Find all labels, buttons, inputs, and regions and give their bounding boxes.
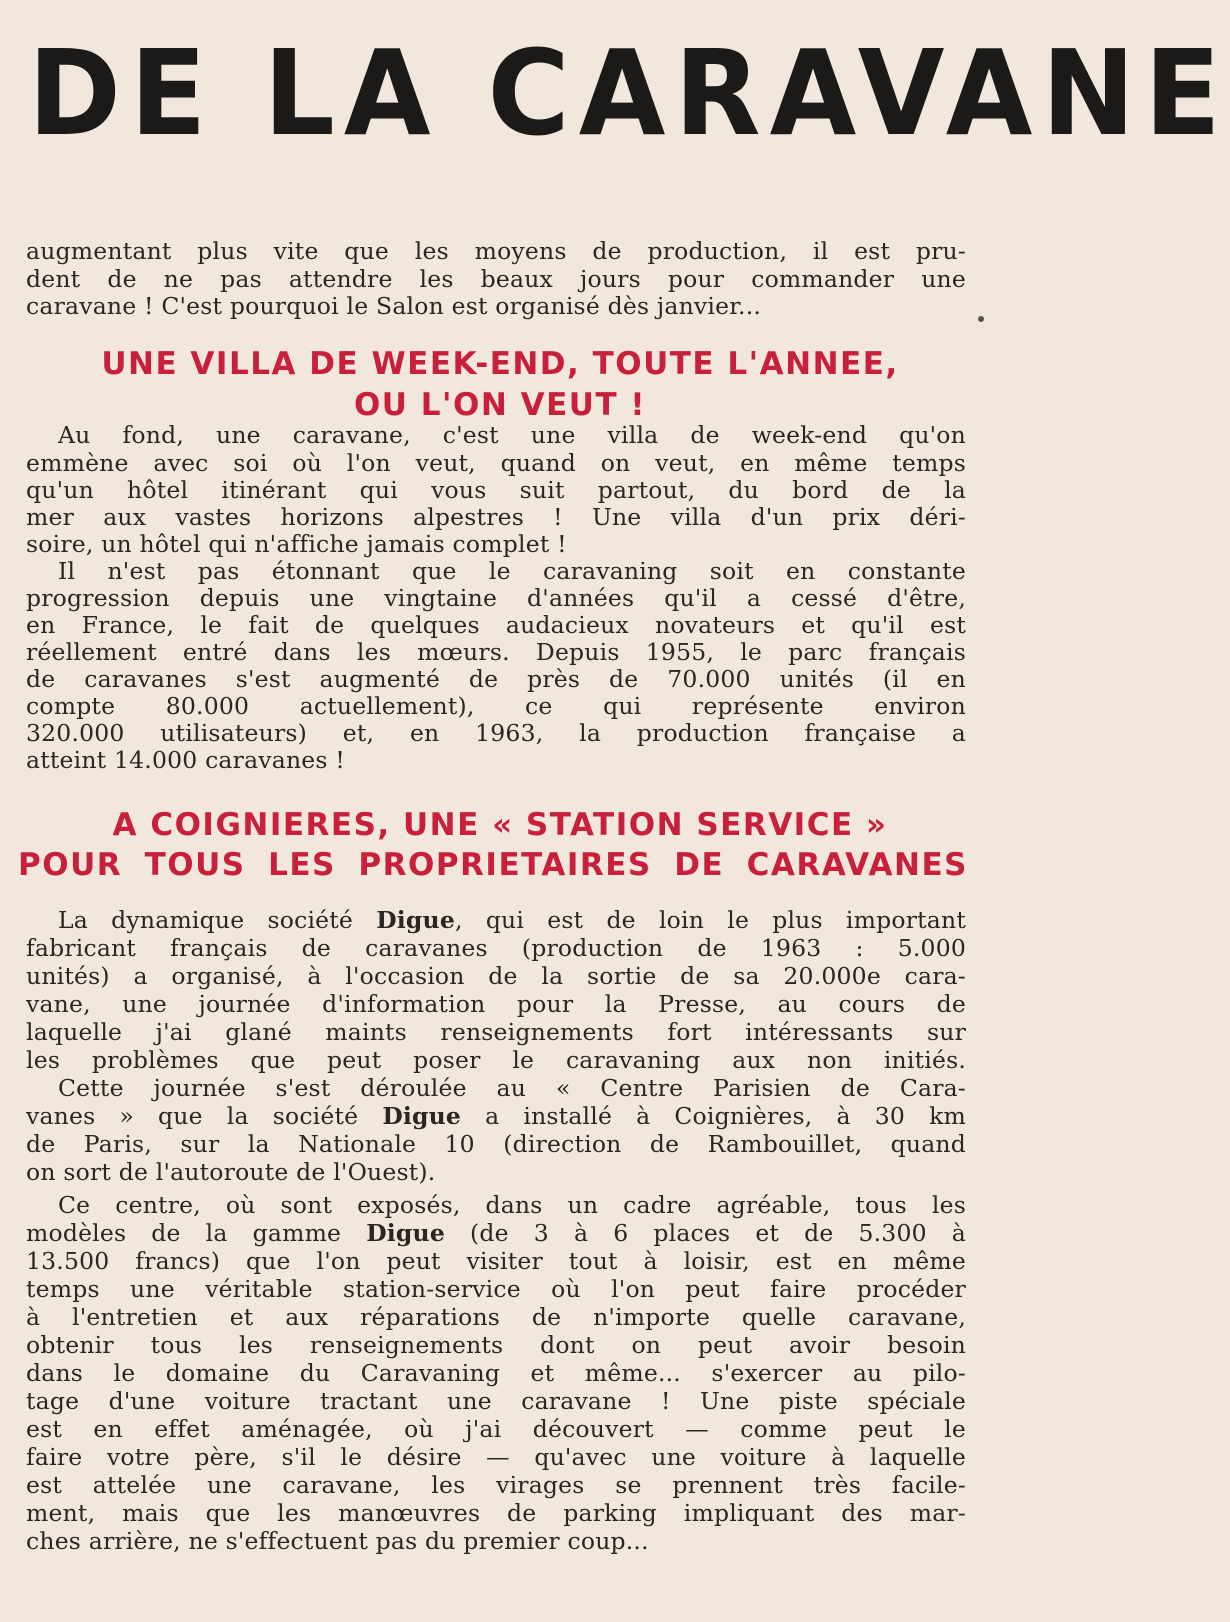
text-run: La dynamique société: [58, 906, 354, 934]
body-line: fabricant français de caravanes (production de 1963 : 5.000: [26, 934, 966, 962]
body-line: Il n'est pas étonnant que le caravaning soit en constante: [58, 557, 966, 585]
body-line: 13.500 francs) que l'on peut visiter tout à loisir, est en même: [26, 1247, 966, 1275]
body-line: faire votre père, s'il le désire — qu'avec une voiture à laquelle: [26, 1443, 966, 1471]
body-line: temps une véritable station-service où l'on peut faire procéder: [26, 1275, 966, 1303]
body-line: on sort de l'autoroute de l'Ouest).: [26, 1158, 436, 1186]
body-line: Cette journée s'est déroulée au « Centre Parisien de Cara-: [58, 1074, 966, 1102]
brand-name: Digue: [382, 1102, 462, 1130]
text-run: modèles de la gamme: [26, 1219, 342, 1247]
text-run: (de 3 à 6 places et de 5.300 à: [445, 1219, 967, 1247]
text-run: , qui est de loin le plus important: [454, 906, 966, 934]
body-line: 320.000 utilisateurs) et, en 1963, la production française a: [26, 719, 966, 747]
body-line: de caravanes s'est augmenté de près de 70.000 unités (il en: [26, 665, 966, 693]
intro-line: caravane ! C'est pourquoi le Salon est organisé dès janvier...: [26, 292, 762, 320]
body-line: Ce centre, où sont exposés, dans un cadre agréable, tous les: [58, 1191, 966, 1219]
body-line: mer aux vastes horizons alpestres ! Une villa d'un prix déri-: [26, 503, 966, 531]
body-line: vane, une journée d'information pour la Presse, au cours de: [26, 990, 966, 1018]
body-line: soire, un hôtel qui n'affiche jamais complet !: [26, 530, 567, 558]
body-line: les problèmes que peut poser le caravaning aux non initiés.: [26, 1046, 966, 1074]
body-line: en France, le fait de quelques audacieux novateurs et qu'il est: [26, 611, 966, 639]
body-line: [58, 905, 966, 935]
body-line: réellement entré dans les mœurs. Depuis 1955, le parc français: [26, 638, 966, 666]
body-line: obtenir tous les renseignements dont on peut avoir besoin: [26, 1331, 966, 1359]
body-line: laquelle j'ai glané maints renseignements fort intéressants sur: [26, 1018, 966, 1046]
body-line: unités) a organisé, à l'occasion de la sortie de sa 20.000e cara-: [26, 962, 966, 990]
article-title: DE LA CARAVANE: [28, 25, 1230, 163]
body-line: emmène avec soi où l'on veut, quand on veut, en même temps: [26, 449, 966, 477]
body-line: est attelée une caravane, les virages se prennent très facile-: [26, 1471, 966, 1499]
text-run: vanes » que la société: [26, 1102, 359, 1130]
brand-name: Digue: [376, 906, 455, 934]
section-heading-2-line1: A COIGNIERES, UNE « STATION SERVICE »: [112, 807, 888, 843]
intro-line: dent de ne pas attendre les beaux jours pour commander une: [26, 265, 966, 293]
body-line: ches arrière, ne s'effectuent pas du premier coup...: [26, 1527, 649, 1555]
body-line: de Paris, sur la Nationale 10 (direction de Rambouillet, quand: [26, 1130, 966, 1158]
body-line: dans le domaine du Caravaning et même... s'exercer au pilo-: [26, 1359, 966, 1387]
section-heading-1-line1: UNE VILLA DE WEEK-END, TOUTE L'ANNEE,: [101, 346, 899, 382]
text-run: a installé à Coignières, à 30 km: [461, 1102, 967, 1130]
body-line: à l'entretien et aux réparations de n'importe quelle caravane,: [26, 1303, 966, 1331]
body-line: qu'un hôtel itinérant qui vous suit partout, du bord de la: [26, 476, 966, 504]
body-line: [26, 1101, 966, 1131]
body-line: est en effet aménagée, où j'ai découvert — comme peut le: [26, 1415, 966, 1443]
print-speck: [978, 316, 984, 322]
body-line: tage d'une voiture tractant une caravane ! Une piste spéciale: [26, 1387, 966, 1415]
body-line: progression depuis une vingtaine d'années qu'il a cessé d'être,: [26, 584, 966, 612]
body-line: Au fond, une caravane, c'est une villa de week-end qu'on: [58, 421, 966, 449]
body-line: atteint 14.000 caravanes !: [26, 746, 345, 774]
section-heading-1-line2: OU L'ON VEUT !: [353, 387, 647, 423]
body-line: [26, 1218, 966, 1248]
intro-line: augmentant plus vite que les moyens de production, il est pru-: [26, 237, 966, 265]
body-line: ment, mais que les manœuvres de parking impliquant des mar-: [26, 1499, 966, 1527]
body-line: compte 80.000 actuellement), ce qui représente environ: [26, 692, 966, 720]
brand-name: Digue: [366, 1219, 445, 1247]
section-heading-2-line2: POUR TOUS LES PROPRIETAIRES DE CARAVANES: [18, 847, 968, 883]
